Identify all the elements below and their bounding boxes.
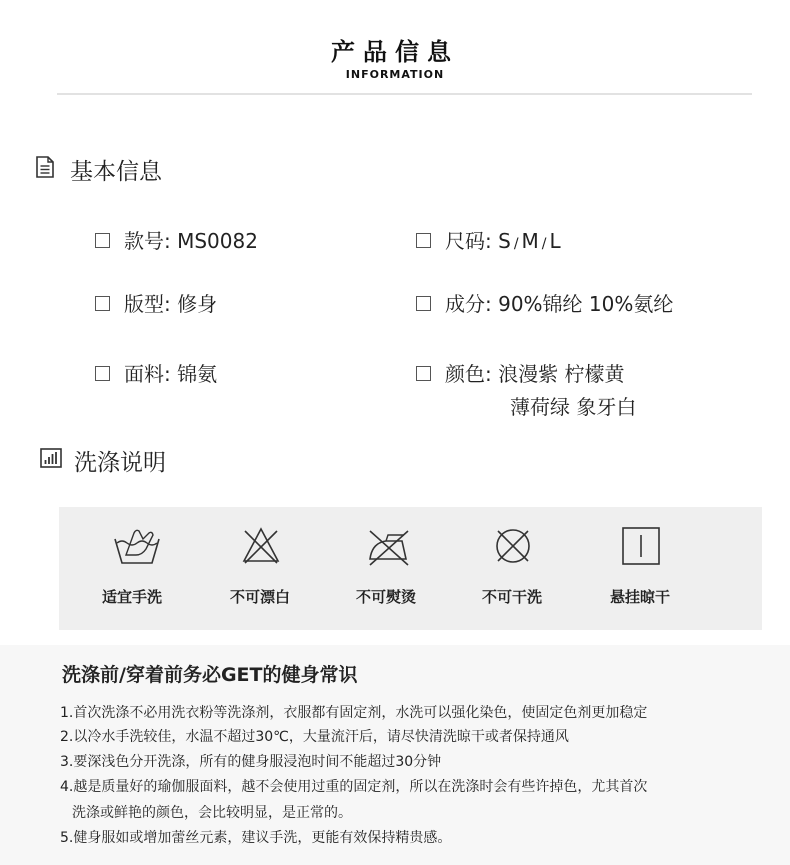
title-divider xyxy=(57,93,752,95)
care-item-hand-wash: 适宜手洗 xyxy=(67,507,197,630)
care-item-no-iron: 不可熨烫 xyxy=(321,507,451,630)
fabric-field: 面料: 锦氨 xyxy=(95,358,217,387)
hand-wash-icon xyxy=(112,525,162,567)
style-number-field: 款号: MS0082 xyxy=(95,225,258,254)
no-iron-icon xyxy=(366,525,412,567)
color-field-continued: 薄荷绿 象牙白 xyxy=(510,395,637,419)
hang-dry-icon xyxy=(620,525,662,567)
size-separator: / xyxy=(513,236,519,252)
care-item-no-dry-clean: 不可干洗 xyxy=(447,507,577,630)
composition-field: 成分: 90%锦纶 10%氨纶 xyxy=(416,288,673,317)
tip-item: 3.要深浅色分开洗涤，所有的健身服浸泡时间不能超过30分钟 xyxy=(60,754,442,770)
page-subtitle: INFORMATION xyxy=(345,68,445,81)
care-tips-panel xyxy=(0,645,790,865)
tip-item-continued: 洗涤或鲜艳的颜色，会比较明显，是正常的。 xyxy=(72,805,352,821)
size-option: L xyxy=(549,229,561,253)
tip-item: 4.越是质量好的瑜伽服面料，越不会使用过重的固定剂，所以在洗涤时会有些许掉色，尤其首次 xyxy=(60,779,648,795)
checkbox-icon xyxy=(416,233,431,248)
fit-field: 版型: 修身 xyxy=(95,288,217,317)
tips-heading: 洗涤前/穿着前务必GET的健身常识 xyxy=(62,664,358,686)
checkbox-icon xyxy=(95,233,110,248)
tip-item: 2.以冷水手洗较佳，水温不超过30℃，大量流汗后，请尽快清洗晾干或者保持通风 xyxy=(60,729,569,745)
care-item-hang-dry: 悬挂晾干 xyxy=(575,507,705,630)
checkbox-icon xyxy=(95,366,110,381)
size-field: 尺码: S / M / L xyxy=(416,225,561,254)
tip-item: 5.健身服如或增加蕾丝元素，建议手洗，更能有效保持精贵感。 xyxy=(60,830,452,846)
page-title: 产品信息 xyxy=(331,38,459,66)
care-item-no-bleach: 不可漂白 xyxy=(195,507,325,630)
checkbox-icon xyxy=(95,296,110,311)
washing-heading: 洗涤说明 xyxy=(74,450,166,476)
checkbox-icon xyxy=(416,366,431,381)
care-symbols-panel xyxy=(59,507,762,630)
size-option: S xyxy=(498,229,511,253)
no-bleach-icon xyxy=(240,525,282,567)
checkbox-icon xyxy=(416,296,431,311)
color-field: 颜色: 浪漫紫 柠檬黄 xyxy=(416,358,624,387)
size-option: M xyxy=(521,229,539,253)
tip-item: 1.首次洗涤不必用洗衣粉等洗涤剂，衣服都有固定剂，水洗可以强化染色，使固定色剂更加稳定 xyxy=(60,705,648,721)
document-icon xyxy=(36,156,54,178)
no-dry-clean-icon xyxy=(492,525,534,567)
size-separator: / xyxy=(541,236,547,252)
bar-chart-icon xyxy=(40,448,62,468)
basic-info-heading: 基本信息 xyxy=(70,159,162,185)
